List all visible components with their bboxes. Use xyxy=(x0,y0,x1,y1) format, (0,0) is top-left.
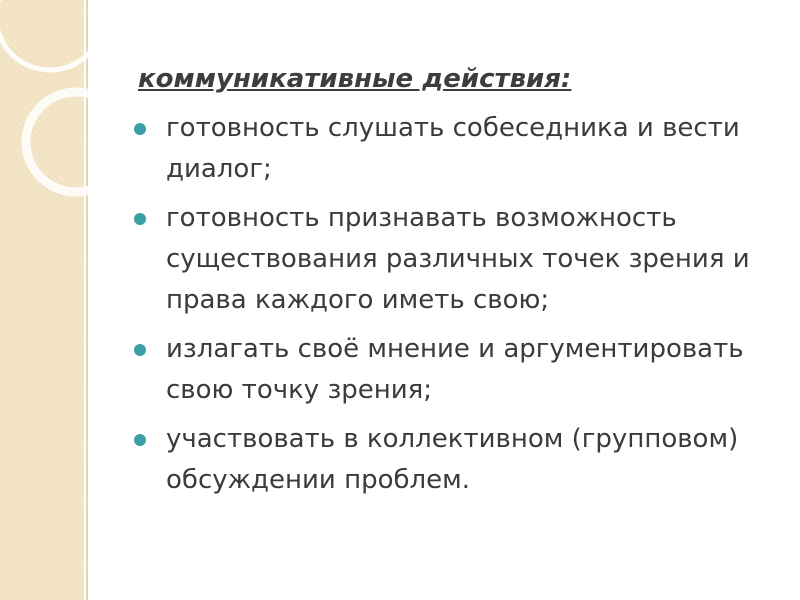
bullet-dot-icon xyxy=(134,434,146,446)
slide-heading: коммуникативные действия: xyxy=(138,64,572,94)
list-item xyxy=(134,198,774,321)
list-item xyxy=(134,419,774,501)
decorative-rings-icon xyxy=(0,0,110,220)
list-item xyxy=(134,329,774,411)
bullet-dot-icon xyxy=(134,213,146,225)
bullet-dot-icon xyxy=(134,344,146,356)
list-item xyxy=(134,108,774,190)
list-item-text: участвовать в коллективном (групповом) обсуждении проблем. xyxy=(166,424,739,495)
list-item-text: готовность слушать собеседника и вести диалог; xyxy=(166,113,740,184)
list-item-text: готовность признавать возможность существования различных точек зрения и права каждого иметь свою; xyxy=(166,203,750,315)
list-item-text: излагать своё мнение и аргументировать свою точку зрения; xyxy=(166,334,744,405)
bullet-list xyxy=(134,108,774,509)
bullet-dot-icon xyxy=(134,123,146,135)
